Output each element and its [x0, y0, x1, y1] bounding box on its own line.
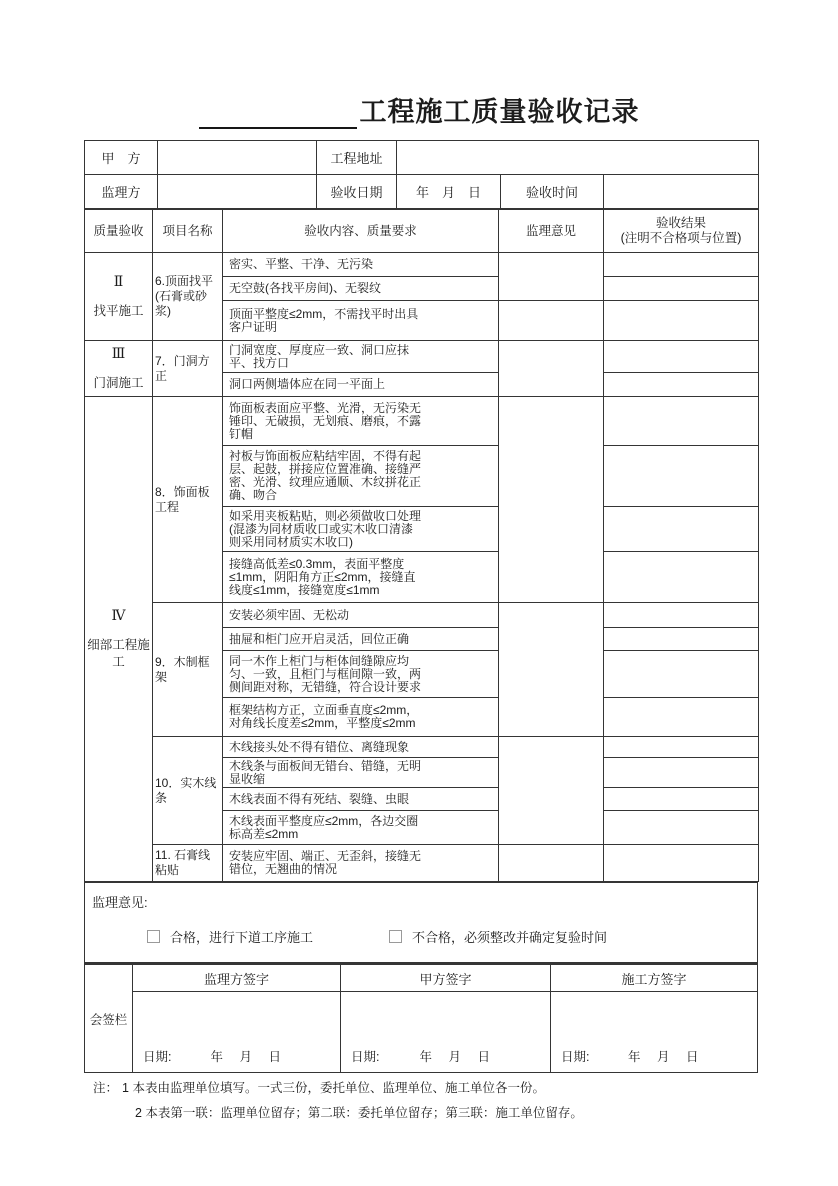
item-name-6: 6.顶面找平(石膏或砂浆)	[153, 253, 223, 341]
note-line-1	[93, 1076, 583, 1101]
signature-area-party-a	[341, 992, 551, 1073]
opinion-cell	[499, 341, 604, 397]
date-ymd: 年 月 日	[419, 1050, 492, 1064]
signoff-column-label: 会签栏	[85, 965, 133, 1073]
result-cell	[604, 698, 759, 737]
section-roman: Ⅲ	[111, 346, 126, 362]
acceptance-time-label: 验收时间	[501, 175, 604, 209]
project-address-value	[397, 141, 759, 175]
requirement-text: 安装必须牢固、无松动	[223, 603, 499, 628]
result-cell	[604, 277, 759, 301]
item-name-7: 7．门洞方正	[153, 341, 223, 397]
requirement-text: 密实、平整、干净、无污染	[223, 253, 499, 277]
acceptance-date-label: 验收日期	[317, 175, 397, 209]
date-label: 日期:	[561, 1050, 590, 1064]
fail-option-label: 不合格，必须整改并确定复验时间	[412, 930, 608, 945]
date-label: 日期:	[143, 1050, 172, 1064]
supervisor-opinion-cell	[85, 883, 758, 963]
page-title-text: 工程施工质量验收记录	[359, 97, 640, 127]
note-text: 2 本表第一联：监理单位留存；第二联：委托单位留存；第三联：施工单位留存。	[135, 1106, 583, 1120]
section-name: 找平施工	[93, 303, 144, 318]
opinion-options-row	[147, 927, 757, 946]
supervisor-value	[158, 175, 317, 209]
section-label-iv	[85, 397, 153, 882]
item-name-9: 9．木制框架	[153, 603, 223, 737]
result-cell	[604, 651, 759, 698]
header-acceptance-result-line2: (注明不合格项与位置)	[620, 231, 742, 245]
opinion-cell	[499, 603, 604, 737]
signature-area-contractor	[551, 992, 758, 1073]
sign-header-supervisor: 监理方签字	[133, 965, 341, 992]
note-prefix: 注：	[93, 1081, 119, 1095]
result-cell	[604, 603, 759, 628]
item-name-10: 10．实木线条	[153, 737, 223, 845]
footer-notes	[93, 1076, 583, 1126]
header-supervisor-opinion: 监理意见	[499, 210, 604, 253]
result-cell	[604, 341, 759, 373]
requirement-text: 无空鼓(各找平房间)、无裂纹	[223, 277, 499, 301]
header-quality-acceptance: 质量验收	[85, 210, 153, 253]
signature-area-supervisor	[133, 992, 341, 1073]
info-table	[84, 140, 759, 209]
fail-option	[389, 927, 607, 946]
requirement-text: 同一木作上柜门与柜体间缝隙应均匀、一致，且柜门与框间隙一致，两侧间距对称，无错缝，符合设计要求	[223, 651, 499, 698]
page-title	[0, 90, 838, 129]
result-cell	[604, 628, 759, 651]
section-label-iii	[85, 341, 153, 397]
requirement-text: 顶面平整度≤2mm，不需找平时出具客户证明	[223, 301, 499, 341]
section-name: 门洞施工	[93, 375, 144, 390]
acceptance-time-value	[604, 175, 759, 209]
party-a-value	[158, 141, 317, 175]
section-name: 细部工程施工	[87, 637, 150, 669]
supervisor-label: 监理方	[85, 175, 158, 209]
opinion-cell	[499, 397, 604, 603]
header-acceptance-result	[604, 210, 759, 253]
header-item-name: 项目名称	[153, 210, 223, 253]
result-cell	[604, 845, 759, 882]
result-cell	[604, 253, 759, 277]
opinion-cell	[499, 845, 604, 882]
requirement-text: 如采用夹板粘贴，则必须做收口处理(混漆为同材质收口或实木收口清漆则采用同材质实木收口)	[223, 507, 499, 552]
section-roman: Ⅱ	[113, 274, 124, 290]
header-acceptance-result-line1: 验收结果	[655, 216, 706, 230]
requirement-text: 木线接头处不得有错位、离缝现象	[223, 737, 499, 758]
item-name-11: 11. 石膏线粘贴	[153, 845, 223, 882]
requirement-text: 饰面板表面应平整、光滑，无污染无锤印、无破损，无划痕、磨痕，不露钉帽	[223, 397, 499, 446]
date-line	[561, 1047, 757, 1065]
item-name-8: 8．饰面板工程	[153, 397, 223, 603]
opinion-cell	[499, 301, 604, 341]
project-address-label: 工程地址	[317, 141, 397, 175]
main-acceptance-table	[84, 209, 759, 882]
fail-checkbox[interactable]	[389, 930, 402, 943]
result-cell	[604, 446, 759, 507]
result-cell	[604, 397, 759, 446]
requirement-text: 木线表面不得有死结、裂缝、虫眼	[223, 788, 499, 811]
sign-header-contractor: 施工方签字	[551, 965, 758, 992]
date-ymd: 年 月 日	[210, 1050, 283, 1064]
date-label: 日期:	[351, 1050, 380, 1064]
acceptance-date-value: 年 月 日	[397, 175, 501, 209]
requirement-text: 安装应牢固、端正、无歪斜，接缝无错位，无翘曲的情况	[223, 845, 499, 882]
requirement-text: 木线表面平整度应≤2mm，各边交圈标高差≤2mm	[223, 811, 499, 845]
requirement-text: 木线条与面板间无错台、错缝，无明显收缩	[223, 758, 499, 788]
header-content-requirements: 验收内容、质量要求	[223, 210, 499, 253]
result-cell	[604, 552, 759, 603]
requirement-text: 洞口两侧墙体应在同一平面上	[223, 373, 499, 397]
requirement-text: 框架结构方正，立面垂直度≤2mm，对角线长度差≤2mm，平整度≤2mm	[223, 698, 499, 737]
requirement-text: 接缝高低差≤0.3mm，表面平整度≤1mm，阴阳角方正≤2mm，接缝直线度≤1mm，接缝宽度≤1mm	[223, 552, 499, 603]
result-cell	[604, 507, 759, 552]
pass-option	[147, 927, 313, 946]
result-cell	[604, 788, 759, 811]
date-line	[351, 1047, 550, 1065]
pass-option-label: 合格，进行下道工序施工	[170, 930, 314, 945]
requirement-text: 抽屉和柜门应开启灵活，回位正确	[223, 628, 499, 651]
note-line-2	[93, 1101, 583, 1126]
pass-checkbox[interactable]	[147, 930, 160, 943]
party-a-label: 甲 方	[85, 141, 158, 175]
section-roman: Ⅳ	[111, 608, 126, 624]
date-ymd: 年 月 日	[627, 1050, 701, 1064]
title-blank-underline	[199, 99, 357, 129]
result-cell	[604, 737, 759, 758]
result-cell	[604, 758, 759, 788]
requirement-text: 门洞宽度、厚度应一致、洞口应抹平、找方口	[223, 341, 499, 373]
signoff-table	[84, 963, 758, 1073]
result-cell	[604, 301, 759, 341]
note-text: 1 本表由监理单位填写。一式三份，委托单位、监理单位、施工单位各一份。	[122, 1081, 545, 1095]
supervisor-opinion-section	[84, 882, 758, 963]
date-line	[143, 1047, 340, 1065]
result-cell	[604, 373, 759, 397]
result-cell	[604, 811, 759, 845]
supervisor-opinion-label: 监理意见:	[92, 895, 148, 910]
sign-header-party-a: 甲方签字	[341, 965, 551, 992]
section-label-ii	[85, 253, 153, 341]
opinion-cell	[499, 253, 604, 301]
requirement-text: 衬板与饰面板应粘结牢固，不得有起层、起鼓，拼接应位置准确、接缝严密、光滑、纹理应通顺、木纹拼花正确、吻合	[223, 446, 499, 507]
opinion-cell	[499, 737, 604, 845]
